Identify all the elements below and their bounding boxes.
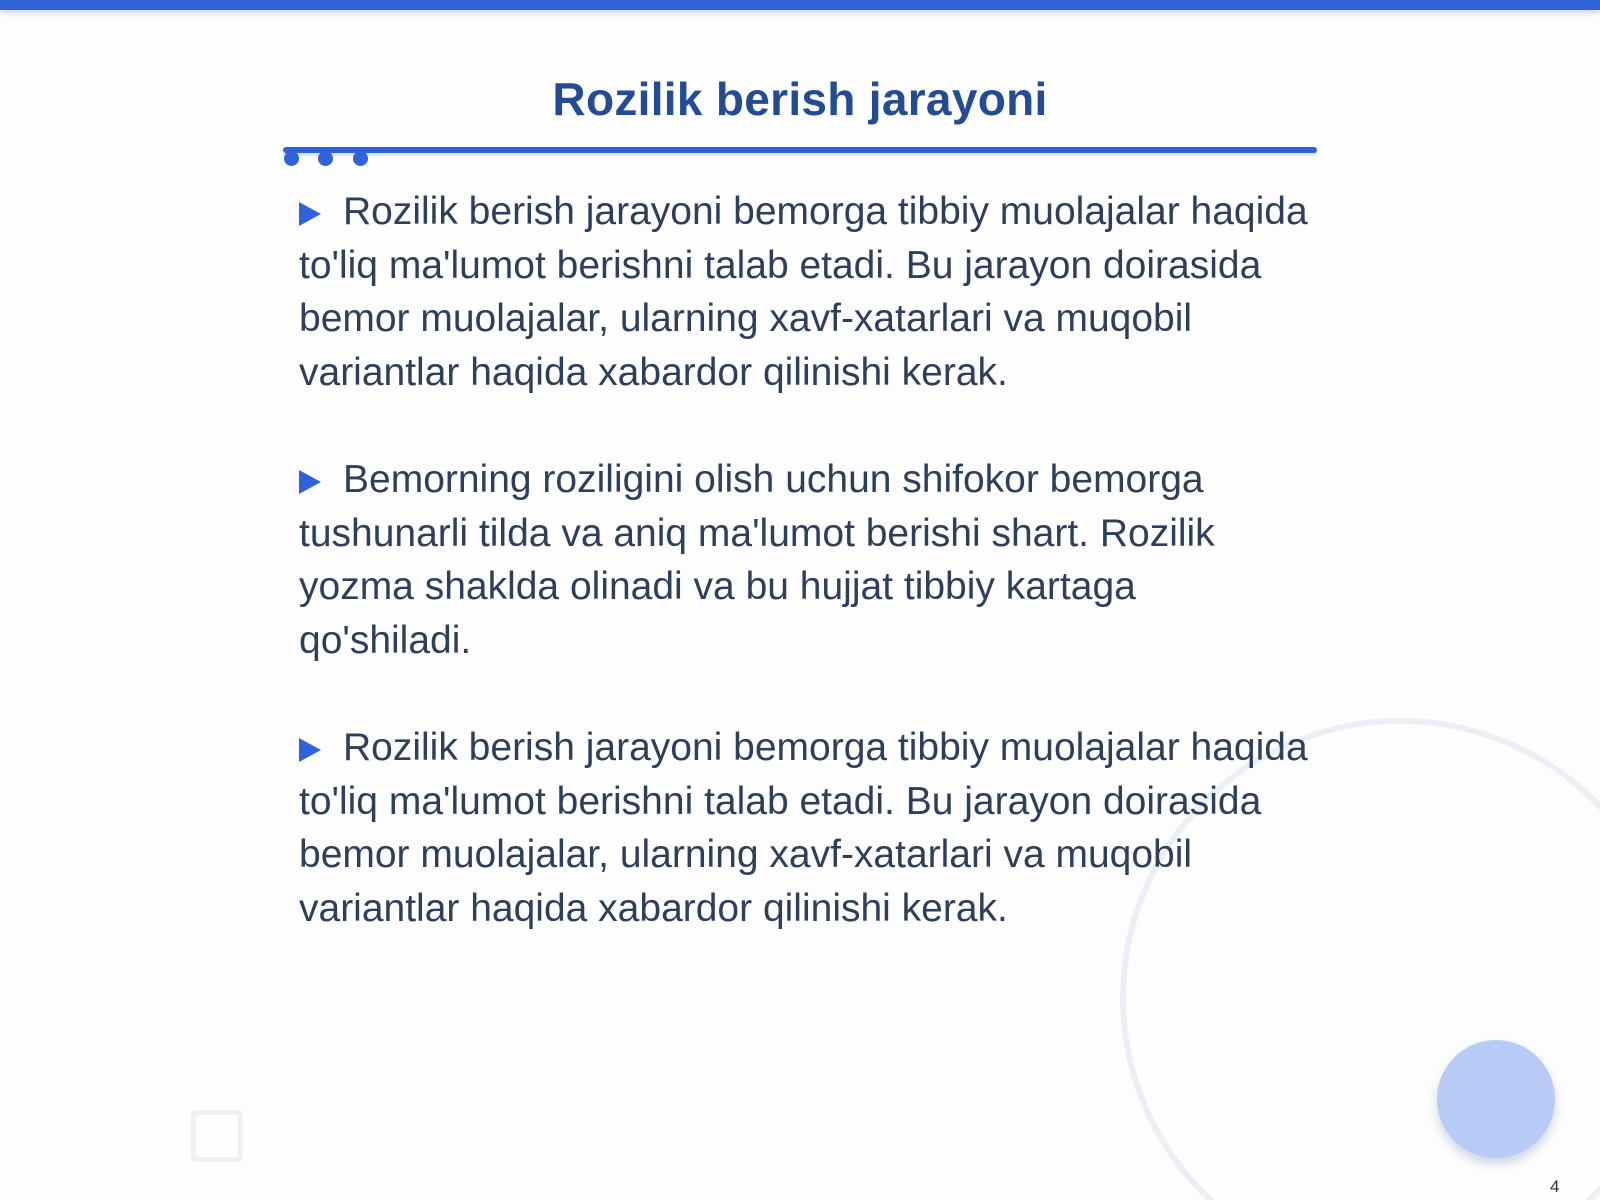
title-underline	[283, 147, 1317, 153]
bullet-text: Rozilik berish jarayoni bemorga tibbiy muolajalar haqida to'liq ma'lumot berishni talab etadi. Bu jarayon doirasida bemor muolajalar, ularning xavf-xatarlari va muqobil variantlar haqida xabardor qilinishi kerak.	[299, 190, 1308, 394]
bullet-list	[299, 185, 1309, 989]
triangle-right-icon	[299, 738, 321, 762]
underline-dot	[284, 151, 299, 166]
page-number: 4	[1550, 1177, 1560, 1196]
bullet-text: Rozilik berish jarayoni bemorga tibbiy muolajalar haqida to'liq ma'lumot berishni talab etadi. Bu jarayon doirasida bemor muolajalar, ularning xavf-xatarlari va muqobil variantlar haqida xabardor qilinishi kerak.	[299, 726, 1308, 930]
decorative-square	[191, 1110, 243, 1162]
top-accent-band	[0, 0, 1600, 10]
bullet-item	[299, 453, 1309, 667]
bullet-item	[299, 185, 1309, 399]
underline-dot	[318, 151, 333, 166]
bullet-item	[299, 721, 1309, 935]
underline-dot	[353, 151, 368, 166]
decorative-circle	[1437, 1040, 1555, 1158]
triangle-right-icon	[299, 202, 321, 226]
triangle-right-icon	[299, 470, 321, 494]
slide-title: Rozilik berish jarayoni	[552, 73, 1048, 125]
bullet-text: Bemorning roziligini olish uchun shifokor bemorga tushunarli tilda va aniq ma'lumot berishi shart. Rozilik yozma shaklda olinadi va bu hujjat tibbiy kartaga qo'shiladi.	[299, 458, 1215, 662]
